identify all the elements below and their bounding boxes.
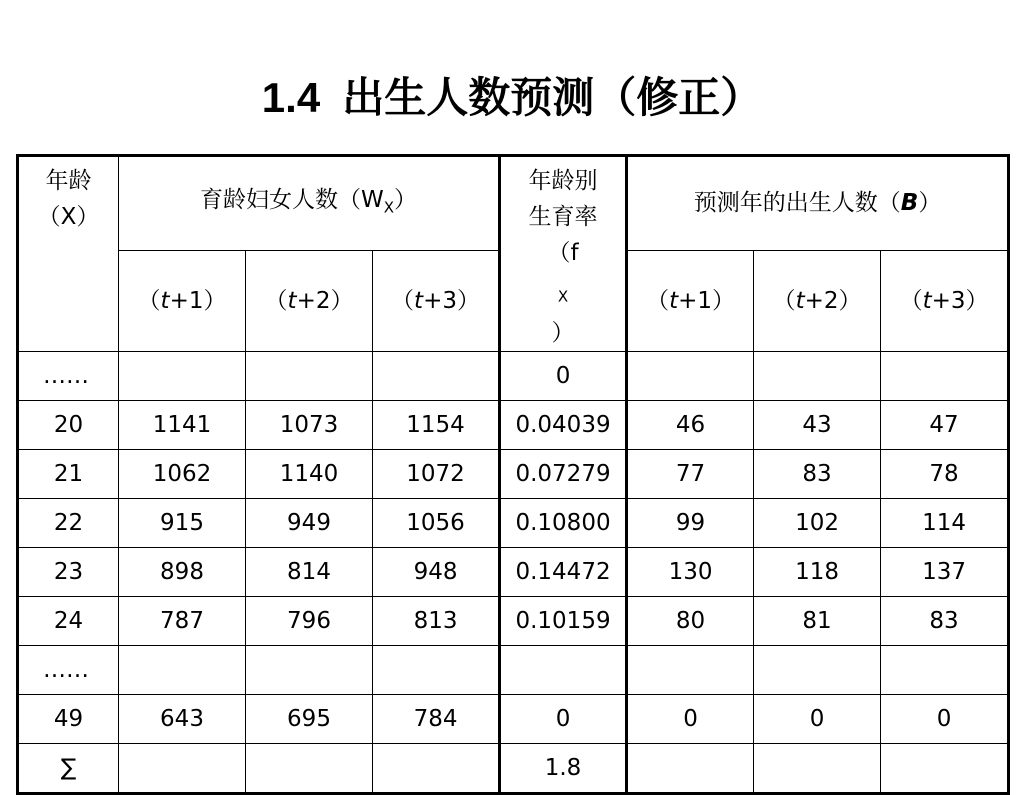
table-cell: 949	[246, 498, 373, 547]
table-cell: 1056	[373, 498, 500, 547]
age-header: 年龄 （X）	[18, 156, 119, 352]
table-cell: 0	[500, 351, 627, 400]
table-cell	[373, 351, 500, 400]
women-period-1: （t+1）	[119, 250, 246, 351]
table-cell: 1062	[119, 449, 246, 498]
table-row	[18, 596, 1009, 645]
birth-forecast-table	[16, 154, 1010, 795]
table-cell: 813	[373, 596, 500, 645]
table-cell: 1073	[246, 400, 373, 449]
table-cell: 784	[373, 694, 500, 743]
table-cell	[246, 743, 373, 793]
women-period-2: （t+2）	[246, 250, 373, 351]
table-cell: 46	[627, 400, 754, 449]
table-cell: 796	[246, 596, 373, 645]
table-cell: 83	[754, 449, 881, 498]
table-cell	[119, 351, 246, 400]
table-cell: 898	[119, 547, 246, 596]
table-cell: 787	[119, 596, 246, 645]
age-cell: 23	[18, 547, 119, 596]
table-cell	[246, 645, 373, 694]
table-row	[18, 400, 1009, 449]
table-cell: 0.07279	[500, 449, 627, 498]
table-cell: 47	[881, 400, 1009, 449]
table-cell: 99	[627, 498, 754, 547]
table-cell: 0	[754, 694, 881, 743]
table-cell: 948	[373, 547, 500, 596]
table-cell: 114	[881, 498, 1009, 547]
table-cell: 77	[627, 449, 754, 498]
table-cell: 1141	[119, 400, 246, 449]
table-cell	[373, 743, 500, 793]
table-row	[18, 498, 1009, 547]
table-cell: 81	[754, 596, 881, 645]
table-cell: 1.8	[500, 743, 627, 793]
table-cell: 0.10800	[500, 498, 627, 547]
table-cell: 814	[246, 547, 373, 596]
header-row-1	[18, 156, 1009, 251]
table-cell: 1140	[246, 449, 373, 498]
age-cell: 49	[18, 694, 119, 743]
table-row	[18, 449, 1009, 498]
table-cell: 695	[246, 694, 373, 743]
table-cell	[754, 645, 881, 694]
age-cell: ……	[18, 351, 119, 400]
births-period-3: （t+3）	[881, 250, 1009, 351]
table-cell: 0.10159	[500, 596, 627, 645]
table-cell	[373, 645, 500, 694]
table-row	[18, 743, 1009, 793]
births-period-2: （t+2）	[754, 250, 881, 351]
table-cell: 130	[627, 547, 754, 596]
table-cell: 80	[627, 596, 754, 645]
age-cell: ……	[18, 645, 119, 694]
table-cell: 643	[119, 694, 246, 743]
table-cell: 137	[881, 547, 1009, 596]
table-cell: 43	[754, 400, 881, 449]
title-number: 1.4	[261, 74, 321, 121]
table-cell	[246, 351, 373, 400]
table-cell: 83	[881, 596, 1009, 645]
table-row	[18, 694, 1009, 743]
table-cell	[627, 743, 754, 793]
table-cell: 118	[754, 547, 881, 596]
table-cell: 0	[627, 694, 754, 743]
table-cell: 0.14472	[500, 547, 627, 596]
table-row	[18, 547, 1009, 596]
table-cell	[881, 645, 1009, 694]
table-cell	[881, 743, 1009, 793]
table-cell: 0	[881, 694, 1009, 743]
table-cell: 915	[119, 498, 246, 547]
table-cell	[627, 351, 754, 400]
table-cell	[881, 351, 1009, 400]
table-cell: 78	[881, 449, 1009, 498]
table-cell	[627, 645, 754, 694]
table-cell: 0.04039	[500, 400, 627, 449]
age-cell: ∑	[18, 743, 119, 793]
table-row	[18, 351, 1009, 400]
title-text: 出生人数预测（修正）	[342, 73, 763, 122]
women-count-header: 育龄妇女人数$(W_X)$	[119, 156, 500, 251]
age-cell: 20	[18, 400, 119, 449]
births-period-1: （t+1）	[627, 250, 754, 351]
fertility-rate-header: 年龄别 生育率 （f $_X$ ）	[500, 156, 627, 352]
women-period-3: （t+3）	[373, 250, 500, 351]
table-cell	[119, 645, 246, 694]
table-cell	[754, 743, 881, 793]
table-cell: 1072	[373, 449, 500, 498]
age-cell: 21	[18, 449, 119, 498]
age-cell: 24	[18, 596, 119, 645]
page-title	[0, 68, 1024, 128]
table-cell	[754, 351, 881, 400]
table-cell: 1154	[373, 400, 500, 449]
age-cell: 22	[18, 498, 119, 547]
table-cell: 102	[754, 498, 881, 547]
table-cell	[500, 645, 627, 694]
births-header: 预测年的出生人数（B）	[627, 156, 1009, 251]
table-row	[18, 645, 1009, 694]
table-cell	[119, 743, 246, 793]
table-cell: 0	[500, 694, 627, 743]
